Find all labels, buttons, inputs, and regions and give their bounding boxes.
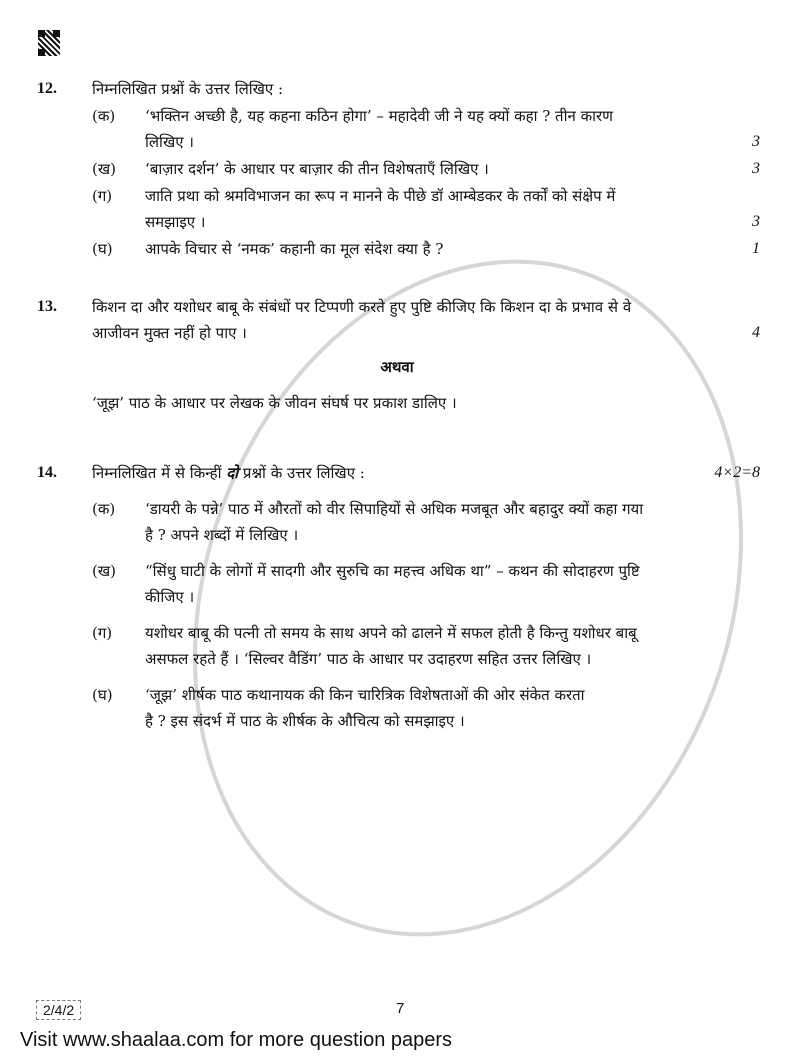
part-body xyxy=(145,682,702,734)
part-text: असफल रहते हैं । ‘सिल्वर वैडिंग’ पाठ के आधार पर उदाहरण सहित उत्तर लिखिए । xyxy=(145,650,592,668)
part-text: है ? इस संदर्भ में पाठ के शीर्षक के औचित्य को समझाइए । xyxy=(145,712,465,730)
part-body xyxy=(145,183,702,235)
question-content xyxy=(37,76,760,734)
question-body xyxy=(92,294,702,346)
part-text: ‘जूझ’ शीर्षक पाठ कथानायक की किन चारित्रिक विशेषताओं की ओर संकेत करता xyxy=(145,686,585,704)
question-12 xyxy=(37,76,760,102)
stem-part: निम्नलिखित में से किन्हीं xyxy=(92,464,227,482)
part-label: (क) xyxy=(92,500,116,518)
question-number: 13. xyxy=(37,298,57,315)
visit-footer: Visit www.shaalaa.com for more question papers xyxy=(20,1029,453,1051)
part-body xyxy=(145,103,702,155)
part-text: जाति प्रथा को श्रमविभाजन का रूप न मानने के पीछे डॉ आम्बेडकर के तर्कों को संक्षेप में xyxy=(145,187,616,205)
marks: 4×2=8 xyxy=(714,464,760,481)
question-13-alternative xyxy=(37,390,760,416)
marks: 1 xyxy=(752,240,760,257)
question-part xyxy=(37,183,760,235)
part-body xyxy=(145,236,702,262)
question-13 xyxy=(37,294,760,346)
marks: 3 xyxy=(752,213,760,230)
question-part xyxy=(37,682,760,734)
part-label: (ख) xyxy=(92,160,116,178)
question-part xyxy=(37,558,760,610)
part-text: समझाइए । xyxy=(145,213,206,231)
part-label: (क) xyxy=(92,107,116,125)
question-number: 12. xyxy=(37,80,57,97)
part-text: यशोधर बाबू की पत्नी तो समय के साथ अपने को ढालने में सफल होती है किन्तु यशोधर बाबू xyxy=(145,624,637,642)
question-part xyxy=(37,236,760,262)
part-body xyxy=(145,496,702,548)
marks: 3 xyxy=(752,160,760,177)
part-text: कीजिए । xyxy=(145,588,195,606)
part-text: है ? अपने शब्दों में लिखिए । xyxy=(145,526,299,544)
part-text: आपके विचार से ‘नमक’ कहानी का मूल संदेश क्या है ? xyxy=(145,240,444,258)
stem-emphasis: दो xyxy=(226,464,239,482)
stem-part: प्रश्नों के उत्तर लिखिए : xyxy=(238,464,365,482)
page-number: 7 xyxy=(396,1000,405,1017)
or-heading: अथवा xyxy=(380,358,414,376)
part-label: (ग) xyxy=(92,624,113,642)
question-part xyxy=(37,496,760,548)
qr-code xyxy=(38,30,60,56)
part-body xyxy=(145,620,702,672)
part-text: ‘डायरी के पन्ने’ पाठ में औरतों को वीर सिपाहियों से अधिक मजबूत और बहादुर क्यों कहा गया xyxy=(145,500,644,518)
question-part xyxy=(37,156,760,182)
part-body xyxy=(145,558,702,610)
question-text: ‘जूझ’ पाठ के आधार पर लेखक के जीवन संघर्ष पर प्रकाश डालिए । xyxy=(92,394,457,412)
part-body xyxy=(145,156,702,182)
question-number: 14. xyxy=(37,464,57,481)
part-text: ‘भक्तिन अच्छी है, यह कहना कठिन होगा’ – महादेवी जी ने यह क्यों कहा ? तीन कारण xyxy=(145,107,613,125)
part-label: (घ) xyxy=(92,240,113,258)
marks: 3 xyxy=(752,133,760,150)
question-part xyxy=(37,103,760,155)
question-text: किशन दा और यशोधर बाबू के संबंधों पर टिप्पणी करते हुए पुष्टि कीजिए कि किशन दा के प्रभाव से वे xyxy=(92,298,632,316)
marks: 4 xyxy=(752,324,760,341)
part-text: लिखिए । xyxy=(145,133,194,151)
part-text: ‘बाज़ार दर्शन’ के आधार पर बाज़ार की तीन विशेषताएँ लिखिए । xyxy=(145,160,489,178)
question-part xyxy=(37,620,760,672)
question-14 xyxy=(37,460,760,486)
paper-code: 2/4/2 xyxy=(36,1000,81,1020)
part-label: (ख) xyxy=(92,562,116,580)
question-stem xyxy=(92,460,702,486)
part-label: (घ) xyxy=(92,686,113,704)
question-text: आजीवन मुक्त नहीं हो पाए । xyxy=(92,324,247,342)
part-text: “सिंधु घाटी के लोगों में सादगी और सुरुचि का महत्त्व अधिक था” – कथन की सोदाहरण पुष्टि xyxy=(145,562,640,580)
question-stem: निम्नलिखित प्रश्नों के उत्तर लिखिए : xyxy=(92,80,284,98)
part-label: (ग) xyxy=(92,187,113,205)
